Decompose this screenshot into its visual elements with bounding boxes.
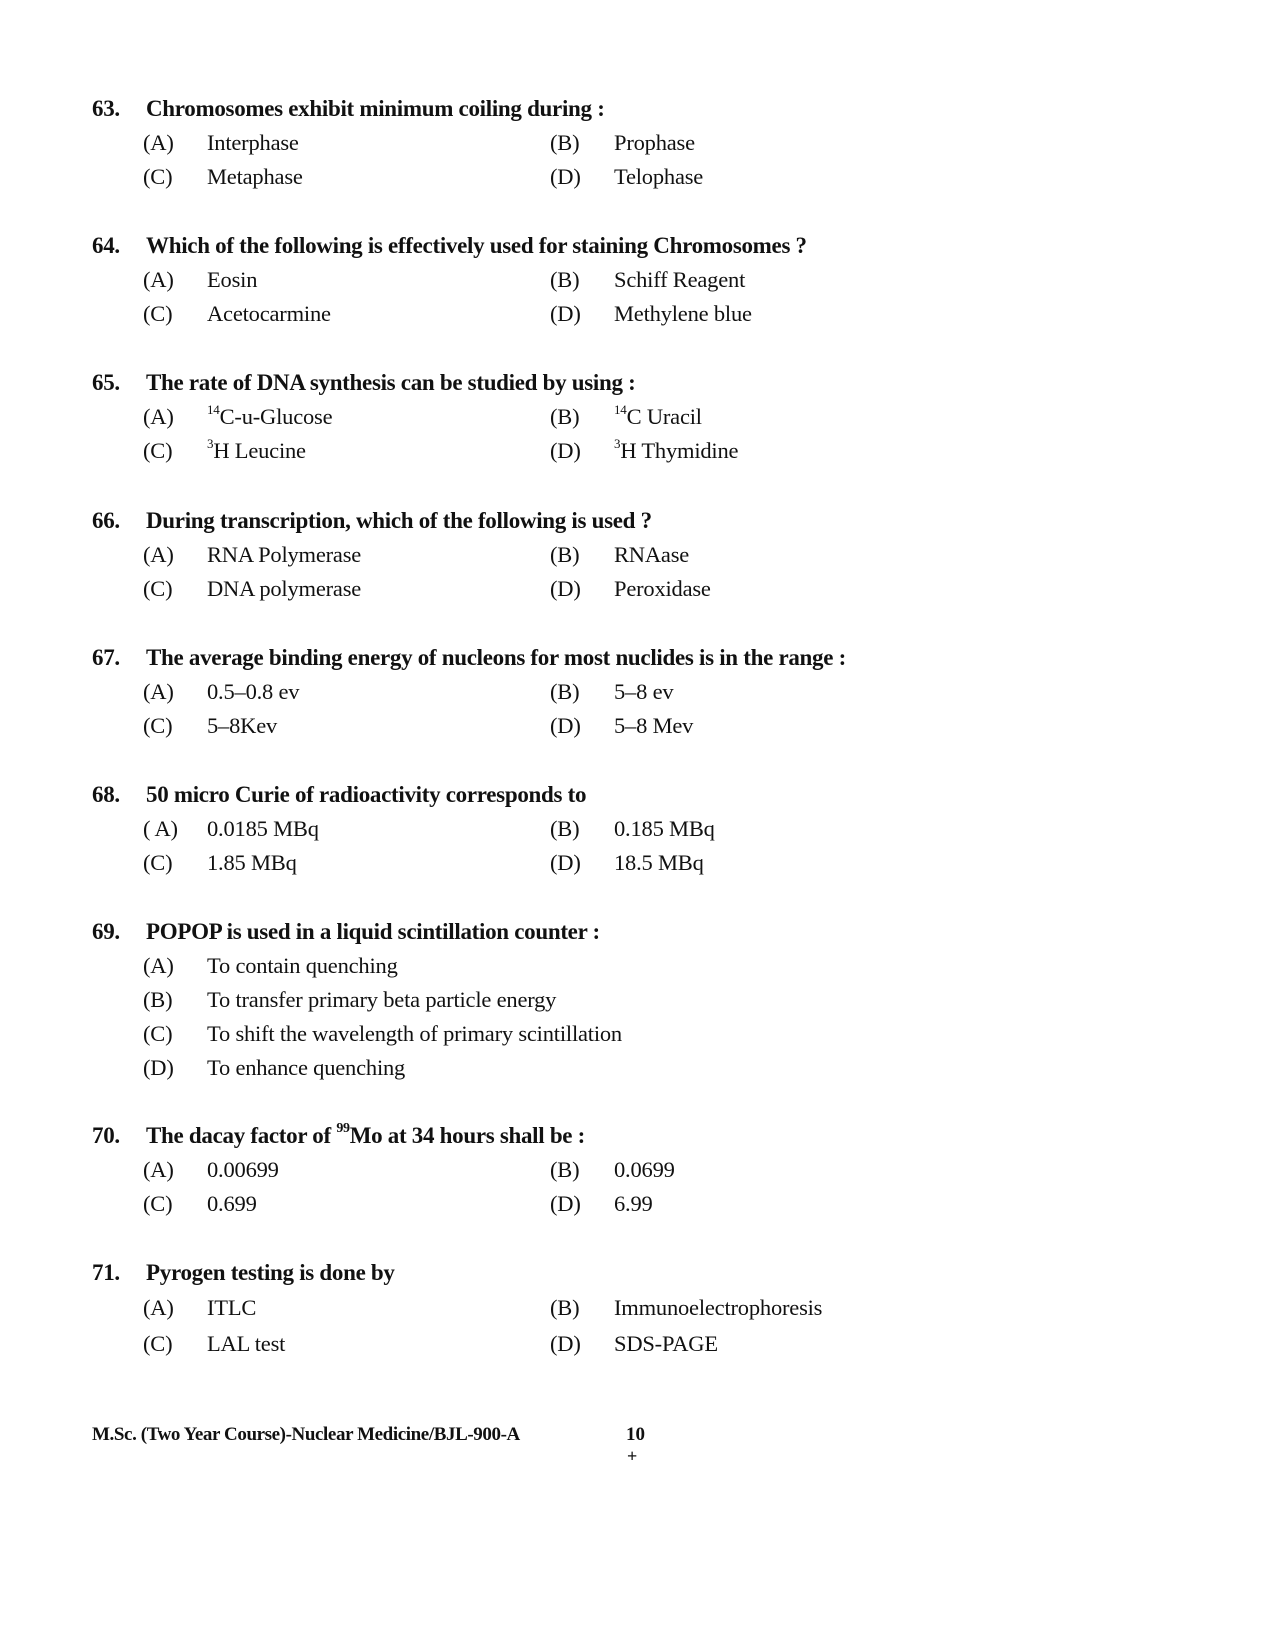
question-number: 71.	[92, 1260, 120, 1285]
question-65: 65. The rate of DNA synthesis can be studied by using : (A) $^{14}$C-u-Glucose (B) $^{14}$C Uracil (C) $^3$H Leucine (D) $^3$H Thymidine	[92, 370, 739, 463]
question-text: During transcription, which of the following is used ?	[146, 508, 652, 533]
question-number: 69.	[92, 919, 120, 944]
question-text: The dacay factor of $^{99}$Mo at 34 hours shall be :	[146, 1121, 586, 1148]
question-71: 71. Pyrogen testing is done by (A) ITLC (B) Immunoelectrophoresis (C) LAL test (D) SDS-PAGE	[92, 1260, 823, 1356]
question-68: 68. 50 micro Curie of radioactivity corresponds to ( A) 0.0185 MBq (B) 0.185 MBq (C) 1.85 MBq (D) 18.5 MBq	[92, 782, 715, 875]
question-64: 64. Which of the following is effectively used for staining Chromosomes ? (A) Eosin (B) Schiff Reagent (C) Acetocarmine (D) Methylene blue	[92, 233, 807, 326]
question-text: 50 micro Curie of radioactivity corresponds to	[146, 782, 587, 807]
question-text: Chromosomes exhibit minimum coiling during :	[146, 96, 605, 121]
question-number: 64.	[92, 233, 120, 258]
question-text: The average binding energy of nucleons for most nuclides is in the range :	[146, 645, 846, 670]
question-66: 66. During transcription, which of the following is used ? (A) RNA Polymerase (B) RNAase (C) DNA polymerase (D) Peroxidase	[92, 508, 711, 601]
question-number: 68.	[92, 782, 120, 807]
question-number: 66.	[92, 508, 120, 533]
question-67: 67. The average binding energy of nucleons for most nuclides is in the range : (A) 0.5–0.8 ev (B) 5–8 ev (C) 5–8Kev (D) 5–8 Mev	[92, 645, 846, 738]
question-text: Pyrogen testing is done by	[146, 1260, 395, 1285]
isotope-mass-number: 3	[614, 435, 621, 451]
question-number: 65.	[92, 370, 120, 395]
question-69: 69. POPOP is used in a liquid scintillation counter : (A) To contain quenching (B) To transfer primary beta particle energy (C) To shift the wavelength of primary scintillation (D) To enhance quenching	[92, 919, 622, 1080]
question-text: The rate of DNA synthesis can be studied by using :	[146, 370, 636, 395]
isotope-mass-number: 3	[207, 435, 214, 451]
question-number: 63.	[92, 96, 120, 121]
isotope-mass-number: 14	[614, 401, 627, 417]
question-63: 63. Chromosomes exhibit minimum coiling during : (A) Interphase (B) Prophase (C) Metaphase (D) Telophase	[92, 96, 704, 189]
page-mark: +	[627, 1446, 638, 1466]
footer-course-code: M.Sc. (Two Year Course)-Nuclear Medicine/BJL-900-A	[92, 1424, 520, 1445]
question-number: 70.	[92, 1123, 120, 1148]
question-text: POPOP is used in a liquid scintillation counter :	[146, 919, 600, 944]
isotope-mass-number: 99	[336, 1121, 350, 1137]
question-70: 70. The dacay factor of $^{99}$Mo at 34 hours shall be : (A) 0.00699 (B) 0.0699 (C) 0.699 (D) 6.99	[92, 1121, 675, 1216]
question-number: 67.	[92, 645, 120, 670]
question-text: Which of the following is effectively used for staining Chromosomes ?	[146, 233, 807, 258]
page-number: 10	[626, 1424, 645, 1445]
isotope-mass-number: 14	[207, 401, 220, 417]
